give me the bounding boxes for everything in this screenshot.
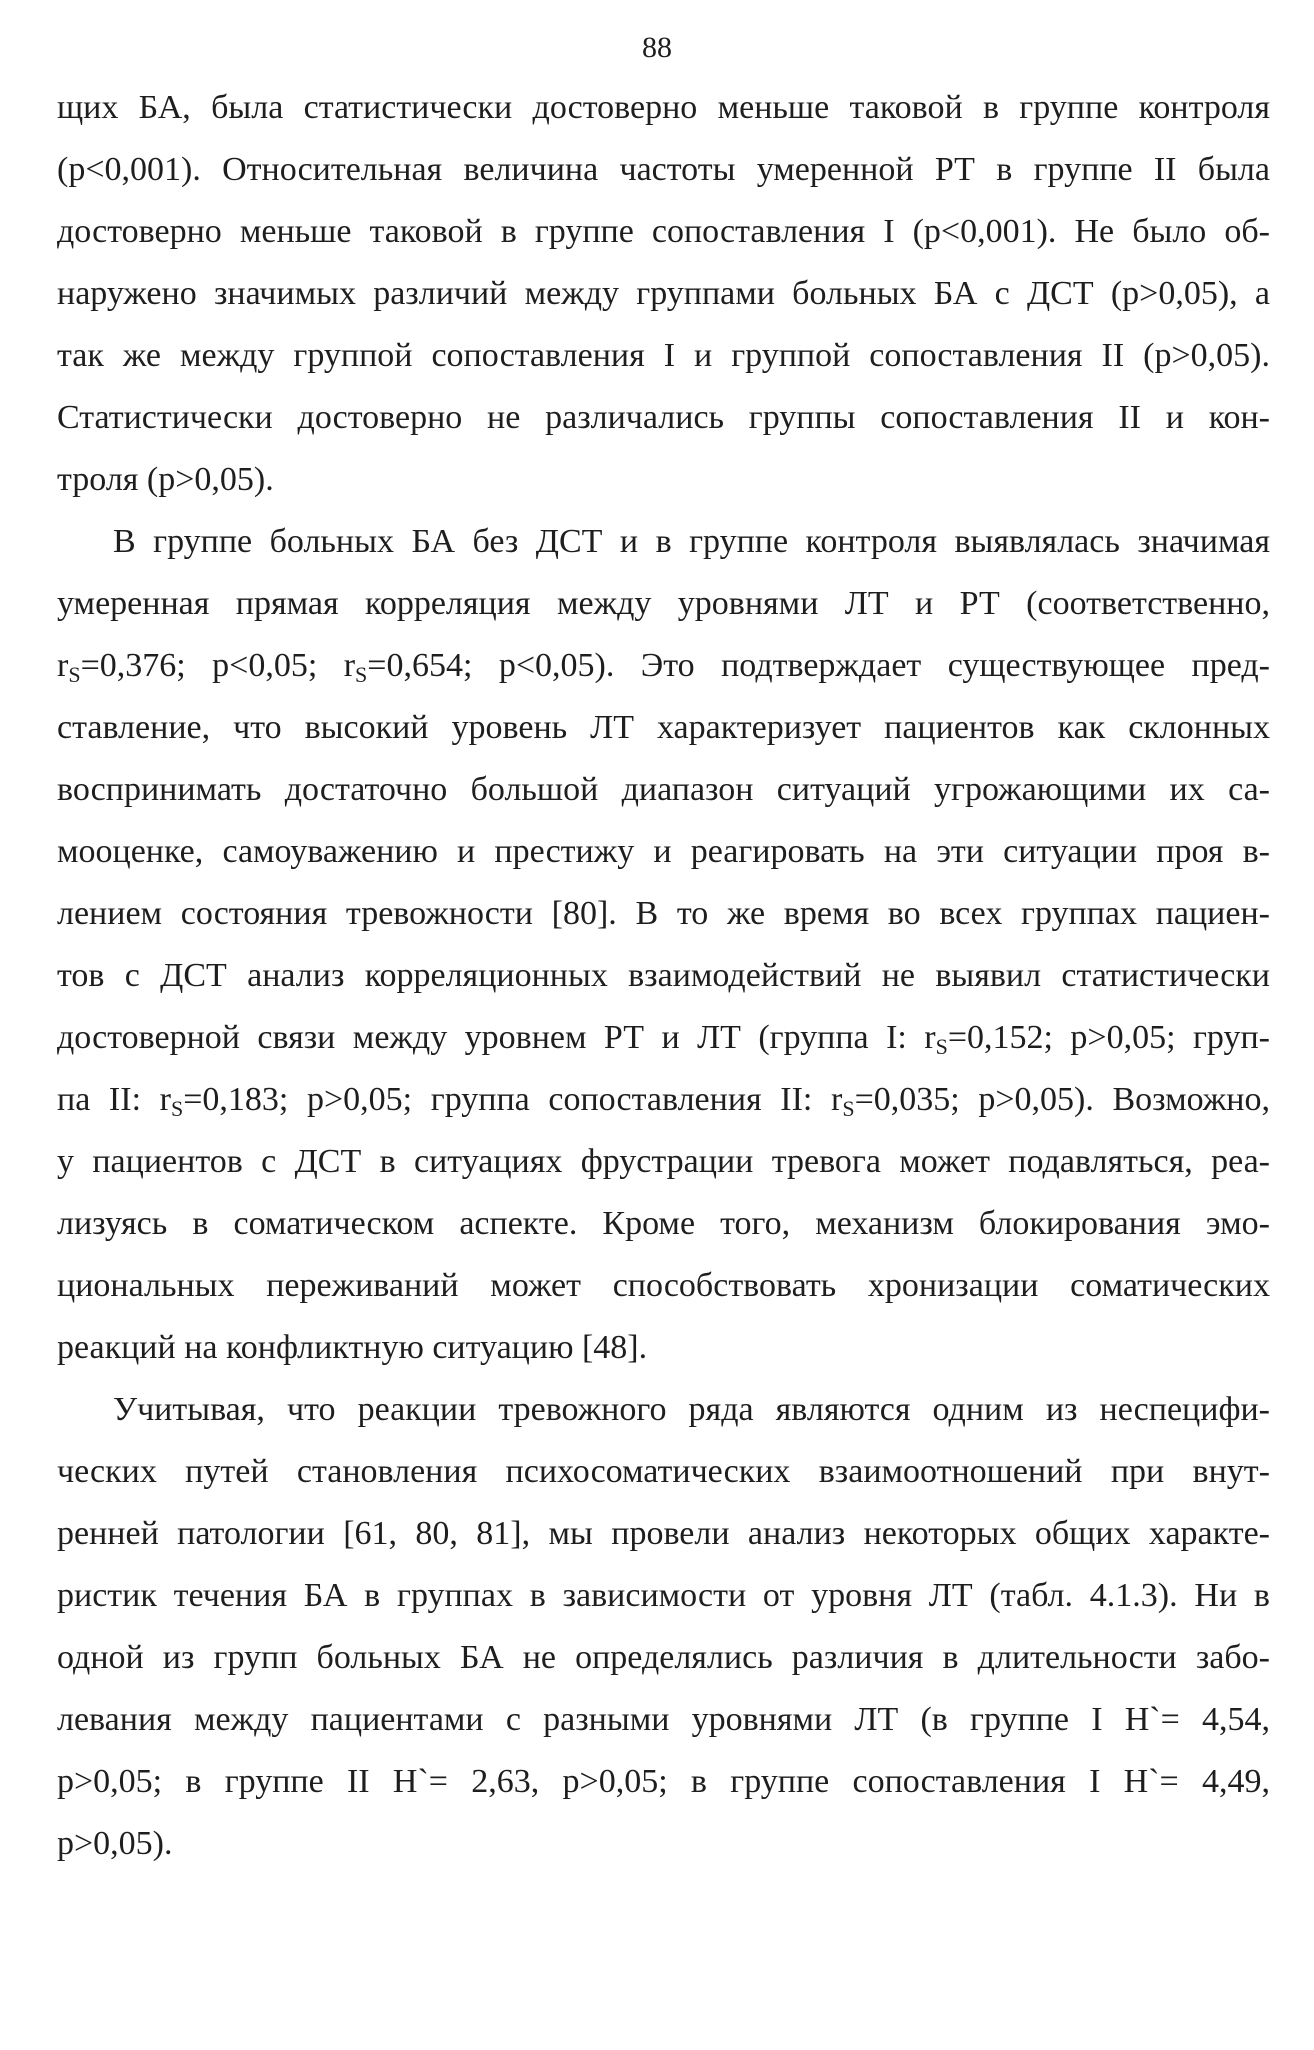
text-line: ческих путей становления психосоматических взаимоотношений при внут- [57, 1453, 1270, 1490]
text-line: тов с ДСТ анализ корреляционных взаимодействий не выявил статистически [57, 957, 1270, 994]
text-line: достоверно меньше таковой в группе сопоставления I (p<0,001). Не было об- [57, 213, 1270, 250]
paragraph [57, 511, 1270, 1379]
document-body [57, 77, 1270, 1875]
text-line: мооценке, самоуважению и престижу и реагировать на эти ситуации проя в- [57, 833, 1270, 870]
text-line: циональных переживаний может способствовать хронизации соматических [57, 1267, 1270, 1304]
text-line: лением состояния тревожности [80]. В то же время во всех группах пациен- [57, 895, 1270, 932]
text-line: $r_S=0,376$; p<0,05; $r_S=0,654$; p<0,05). Это подтверждает существующее пред- [57, 647, 1270, 687]
page-number: 88 [642, 31, 672, 64]
text-line: лизуясь в соматическом аспекте. Кроме того, механизм блокирования эмо- [57, 1205, 1270, 1242]
paragraph [57, 77, 1270, 511]
text-line: левания между пациентами с разными уровнями ЛТ (в группе I Н`= 4,54, [57, 1701, 1270, 1738]
text-line: Статистически достоверно не различались группы сопоставления II и кон- [57, 399, 1270, 436]
text-line: В группе больных БА без ДСТ и в группе контроля выявлялась значимая [113, 523, 1270, 560]
text-line: воспринимать достаточно большой диапазон ситуаций угрожающими их са- [57, 771, 1270, 808]
text-line: достоверной связи между уровнем РТ и ЛТ (группа I: $r_S=0,152$; p>0,05; груп- [57, 1019, 1270, 1059]
text-line: у пациентов с ДСТ в ситуациях фрустрации тревога может подавляться, реа- [57, 1143, 1270, 1180]
text-line: ристик течения БА в группах в зависимости от уровня ЛТ (табл. 4.1.3). Ни в [57, 1577, 1270, 1614]
text-line: ренней патологии [61, 80, 81], мы провели анализ некоторых общих характе- [57, 1515, 1270, 1552]
text-line: так же между группой сопоставления I и группой сопоставления II (p>0,05). [57, 337, 1270, 374]
text-line: p>0,05; в группе II Н`= 2,63, p>0,05; в группе сопоставления I Н`= 4,49, [57, 1763, 1270, 1800]
text-line: реакций на конфликтную ситуацию [48]. [57, 1329, 648, 1366]
text-line: ставление, что высокий уровень ЛТ характеризует пациентов как склонных [57, 709, 1270, 746]
text-line: (p<0,001). Относительная величина частоты умеренной РТ в группе II была [57, 151, 1270, 188]
text-line: Учитывая, что реакции тревожного ряда являются одним из неспецифи- [113, 1391, 1270, 1428]
text-line: p>0,05). [57, 1825, 173, 1862]
paragraph [57, 1379, 1270, 1875]
text-line: троля (p>0,05). [57, 461, 274, 498]
text-line: щих БА, была статистически достоверно меньше таковой в группе контроля [57, 89, 1270, 126]
text-line: одной из групп больных БА не определялись различия в длительности забо- [57, 1639, 1270, 1676]
text-line: умеренная прямая корреляция между уровнями ЛТ и РТ (соответственно, [57, 585, 1270, 622]
text-line: наружено значимых различий между группами больных БА с ДСТ (p>0,05), а [57, 275, 1270, 312]
text-line: па II: $r_S=0,183$; p>0,05; группа сопоставления II: $r_S=0,035$; p>0,05). Возможно, [57, 1081, 1270, 1121]
